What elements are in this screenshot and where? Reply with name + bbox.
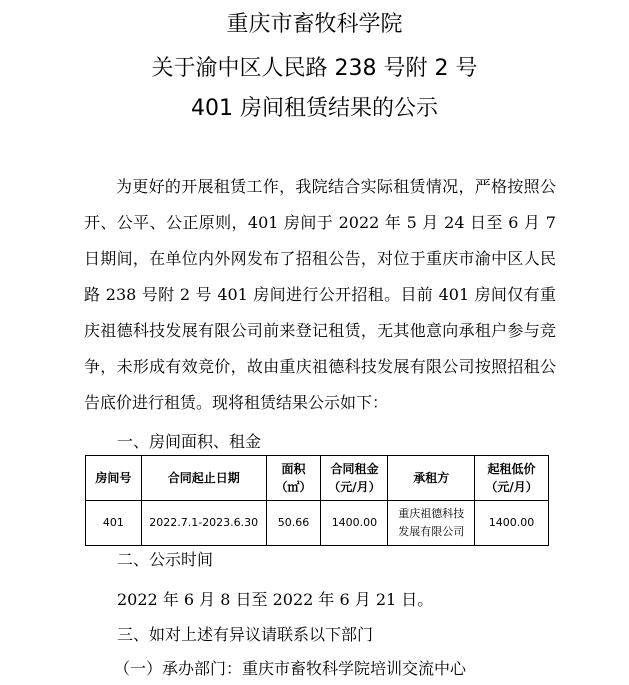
cell-area: 50.66	[266, 501, 321, 546]
rent-table	[85, 455, 549, 546]
table-row	[86, 501, 549, 546]
intro-paragraph	[84, 169, 556, 421]
header-rent-l2: （元/月）	[328, 480, 381, 494]
header-area-l1: 面积	[281, 462, 306, 476]
cell-rent: 1400.00	[321, 501, 388, 546]
cell-tenant	[388, 501, 475, 546]
section-heading-publicity-time: 二、公示时间	[117, 550, 214, 569]
cell-room: 401	[86, 501, 142, 546]
header-base-l2: （元/月）	[485, 480, 538, 494]
intro-text: 为更好的开展租赁工作，我院结合实际租赁情况，严格按照公开、公平、公正原则，401 房间于 2022 年 5 月 24 日至 6 月 7 日期间，在单位内外网发布了招租公告，对位于重庆市渝中区人民路 238 号附 2 号 401 房间进行公开招租。目前 401 房间仅有重庆祖德科技发展有限公司前来登记租赁，无其他意向承租户参与竞争，未形成有效竞价，故由重庆祖德科技发展有限公司按照招租公告底价进行租赁。现将租赁结果公示如下：	[84, 177, 556, 412]
contact-department: （一）承办部门：重庆市畜牧科学院培训交流中心	[114, 659, 467, 678]
cell-base: 1400.00	[475, 501, 549, 546]
header-room: 房间号	[86, 456, 142, 501]
cell-tenant-l1: 重庆祖德科技	[398, 507, 465, 520]
header-rent	[321, 456, 388, 501]
cell-tenant-l2: 发展有限公司	[398, 525, 465, 538]
document-title-line3: 401 房间租赁结果的公示	[191, 96, 438, 121]
header-period: 合同起止日期	[141, 456, 266, 501]
header-tenant: 承租方	[388, 456, 475, 501]
section-heading-area-rent: 一、房间面积、租金	[117, 432, 262, 451]
header-area-l2: （㎡）	[275, 480, 312, 494]
header-area	[266, 456, 321, 501]
header-base	[475, 456, 549, 501]
document-title-line2: 关于渝中区人民路 238 号附 2 号	[151, 56, 478, 81]
section-heading-objection: 三、如对上述有异议请联系以下部门	[117, 625, 374, 644]
table-header-row	[86, 456, 549, 501]
header-rent-l1: 合同租金	[330, 462, 379, 476]
cell-period: 2022.7.1-2023.6.30	[141, 501, 266, 546]
publicity-period-text: 2022 年 6 月 8 日至 2022 年 6 月 21 日。	[117, 590, 434, 609]
header-base-l1: 起租低价	[487, 462, 536, 476]
document-title-line1: 重庆市畜牧科学院	[226, 12, 403, 37]
